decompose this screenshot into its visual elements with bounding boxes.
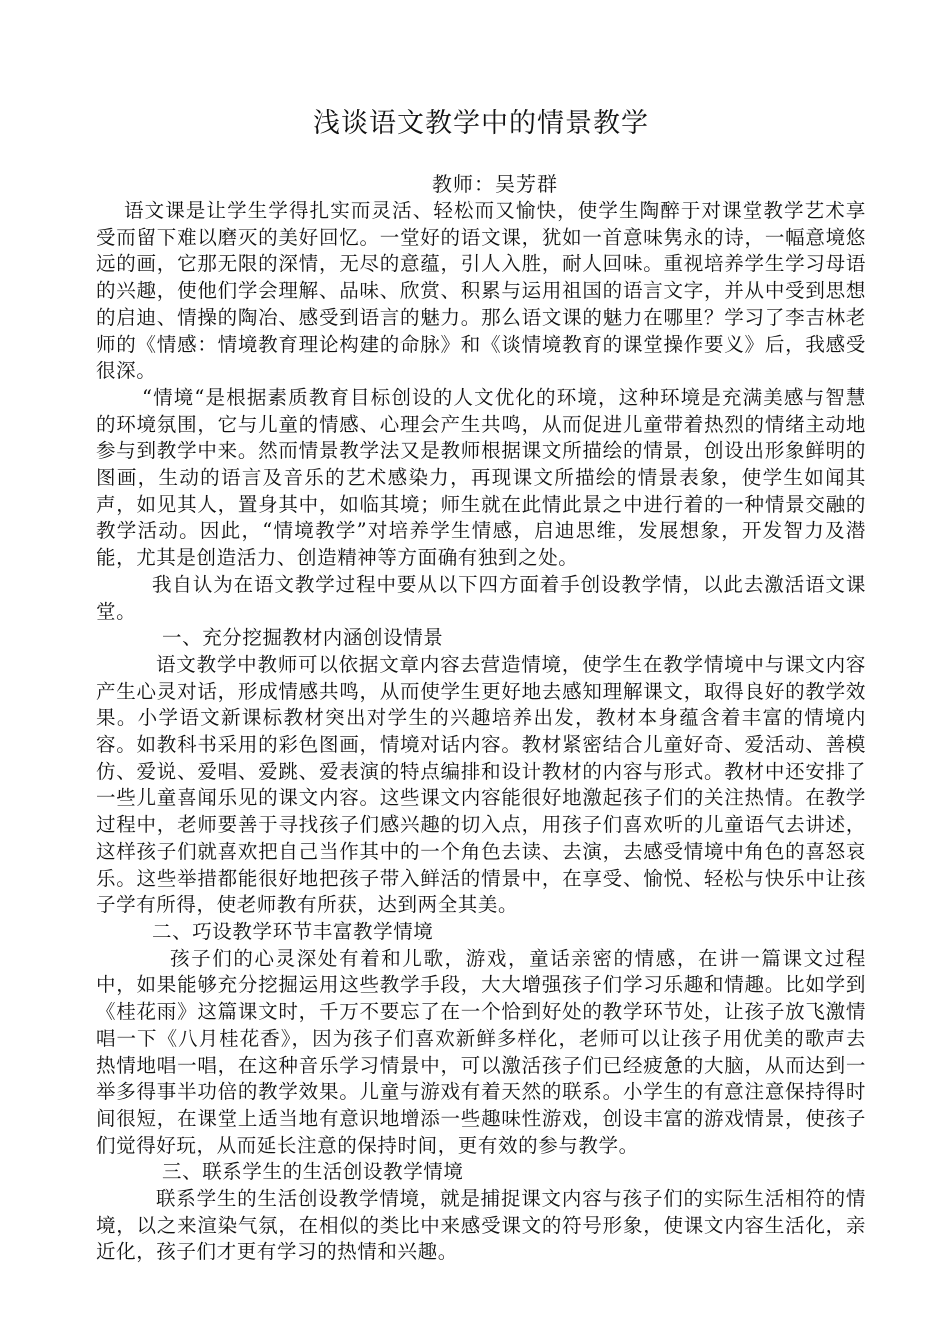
section-heading-1: 一、充分挖掘教材内涵创设情景 <box>162 626 444 650</box>
document-page <box>96 104 866 1266</box>
section-body-3: 联系学生的生活创设教学情境，就是捕捉课文内容与孩子们的实际生活相符的情境，以之来渲染气氛，在相似的类比中来感受课文的符号形象，使课文内容生活化，亲近化，孩子们才更有学习的热情和兴趣。 <box>96 1187 866 1264</box>
intro-paragraph: 语文课是让学生学得扎实而灵活、轻松而又愉快，使学生陶醉于对课堂教学艺术享受而留下难以磨灭的美好回忆。一堂好的语文课，犹如一首意味隽永的诗，一幅意境悠远的画，它那无限的深情，无尽的意蕴，引人入胜，耐人回味。重视培养学生学习母语的兴趣，使他们学会理解、品味、欣赏、积累与运用祖国的语言文字，并从中受到思想的启迪、情操的陶冶、感受到语言的魅力。那么语文课的魅力在哪里？学习了李吉林老师的《情感：情境教育理论构建的命脉》和《谈情境教育的课堂操作要义》后，我感受很深。 <box>96 199 866 383</box>
section-body-2: 孩子们的心灵深处有着和儿歌，游戏，童话亲密的情感，在讲一篇课文过程中，如果能够充分挖掘运用这些教学手段，大大增强孩子们学习乐趣和情趣。比如学到《桂花雨》这篇课文时，千万不要忘了在一个恰到好处的教学环节处，让孩子放飞激情唱一下《八月桂花香》，因为孩子们喜欢新鲜多样化，老师可以让孩子用优美的歌声去热情地唱一唱，在这种音乐学习情景中，可以激活孩子们已经疲惫的大脑，从而达到一举多得事半功倍的教学效果。儿童与游戏有着天然的联系。小学生的有意注意保持得时间很短，在课堂上适当地有意识地增添一些趣味性游戏，创设丰富的游戏情景，使孩子们觉得好玩，从而延长注意的保持时间，更有效的参与教学。 <box>96 946 866 1157</box>
definition-paragraph: “情境“是根据素质教育目标创设的人文优化的环境，这种环境是充满美感与智慧的环境氛围，它与儿童的情感、心理会产生共鸣，从而促进儿童带着热烈的情绪主动地参与到教学中来。然而情景教学法又是教师根据课文所描绘的情景，创设出形象鲜明的图画，生动的语言及音乐的艺术感染力，再现课文所描绘的情景表象，使学生如闻其声，如见其人，置身其中，如临其境；师生就在此情此景之中进行着的一种情景交融的教学活动。因此，“情境教学”对培养学生情感，启迪思维，发展想象，开发智力及潜能，尤其是创造活力、创造精神等方面确有独到之处。 <box>96 385 866 570</box>
section-heading-3: 三、联系学生的生活创设教学情境 <box>162 1160 464 1184</box>
section-heading-2: 二、巧设教学环节丰富教学情境 <box>152 919 434 943</box>
author-line: 教师：吴芳群 <box>432 172 558 196</box>
section-body-1: 语文教学中教师可以依据文章内容去营造情境，使学生在教学情境中与课文内容产生心灵对话，形成情感共鸣，从而使学生更好地去感知理解课文，取得良好的教学效果。小学语文新课标教材突出对学生的兴趣培养出发，教材本身蕴含着丰富的情境内容。如教科书采用的彩色图画，情境对话内容。教材紧密结合儿童好奇、爱活动、善模仿、爱说、爱唱、爱跳、爱表演的特点编排和设计教材的内容与形式。教材中还安排了一些儿童喜闻乐见的课文内容。这些课文内容能很好地激起孩子们的关注热情。在教学过程中，老师要善于寻找孩子们感兴趣的切入点，用孩子们喜欢听的儿童语气去讲述，这样孩子们就喜欢把自己当作其中的一个角色去读、去演，去感受情境中角色的喜怒哀乐。这些举措都能很好地把孩子带入鲜活的情景中，在享受、愉悦、轻松与快乐中让孩子学有所得，使老师教有所获，达到两全其美。 <box>96 652 866 917</box>
overview-paragraph: 我自认为在语文教学过程中要从以下四方面着手创设教学情，以此去激活语文课堂。 <box>96 572 866 623</box>
document-title: 浅谈语文教学中的情景教学 <box>313 108 649 139</box>
